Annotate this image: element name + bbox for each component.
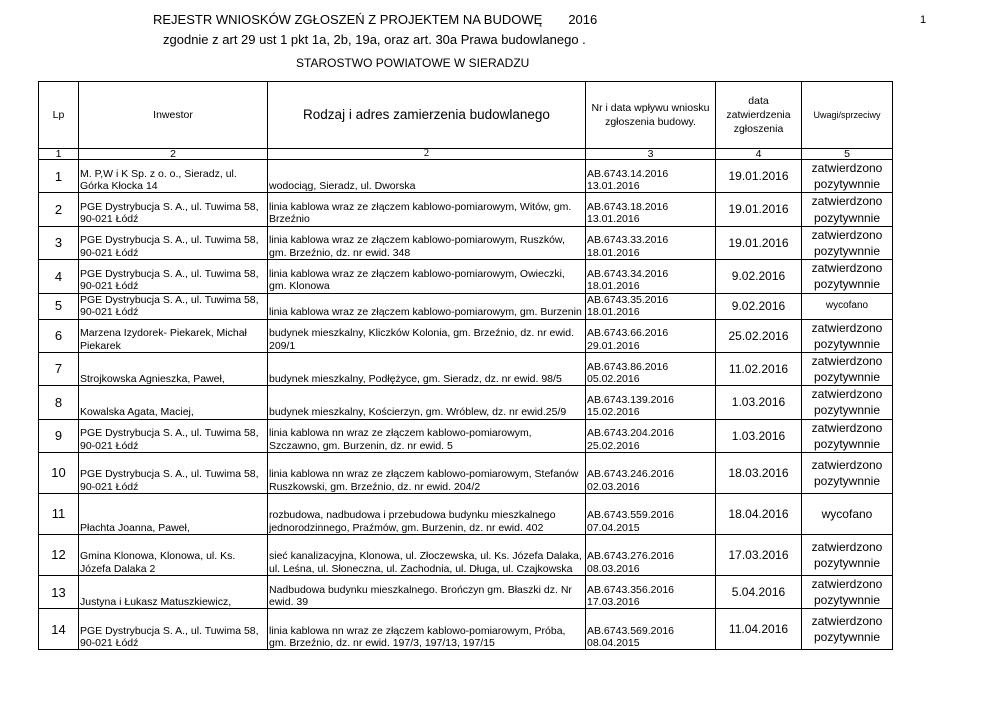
- row-lp: 13: [39, 576, 79, 609]
- row-description: budynek mieszkalny, Kościerzyn, gm. Wróblew, dz. nr ewid.25/9: [268, 386, 586, 419]
- row-approval-date: 18.04.2016: [716, 494, 802, 535]
- row-number: AB.6743.34.2016: [587, 267, 669, 280]
- row-remarks: wycofano: [802, 293, 893, 319]
- row-number-date: [586, 453, 716, 494]
- row-lp: 3: [39, 226, 79, 259]
- row-received-date: 17.03.2016: [587, 596, 640, 608]
- row-number-date: [586, 293, 716, 319]
- row-remarks: zatwierdzono pozytywnnie: [802, 352, 893, 385]
- row-remarks: zatwierdzono pozytywnnie: [802, 535, 893, 576]
- table-row: [39, 193, 893, 226]
- row-approval-date: 17.03.2016: [716, 535, 802, 576]
- table-row: [39, 609, 893, 650]
- row-number: AB.6743.204.2016: [587, 427, 674, 440]
- row-description: sieć kanalizacyjna, Klonowa, ul. Złoczewska, ul. Ks. Józefa Dalaka, ul. Leśna, ul. Słoneczna, ul. Zachodnia, ul. Długa, ul. Czajkowska: [268, 535, 586, 576]
- column-number: 5: [802, 149, 893, 160]
- row-description: linia kablowa nn wraz ze złączem kablowo-pomiarowym, Stefanów Ruszkowski, gm. Brzeźnio, dz. nr ewid. 204/2: [268, 453, 586, 494]
- table-row: [39, 319, 893, 352]
- col-header-lp: Lp: [39, 82, 79, 149]
- row-description: linia kablowa wraz ze złączem kablowo-pomiarowym, gm. Burzenin: [268, 293, 586, 319]
- row-remarks: zatwierdzono pozytywnnie: [802, 160, 893, 193]
- row-number-date: [586, 609, 716, 650]
- row-received-date: 15.02.2016: [587, 406, 640, 419]
- row-description: linia kablowa nn wraz ze złączem kablowo-pomiarowym, Próba, gm. Brzeźnio, dz. nr ewid. 197/3, 197/13, 197/15: [268, 609, 586, 650]
- row-approval-date: 11.02.2016: [716, 352, 802, 385]
- row-received-date: 29.01.2016: [587, 339, 640, 352]
- column-number: 3: [586, 149, 716, 160]
- row-lp: 11: [39, 494, 79, 535]
- row-number: AB.6743.246.2016: [587, 468, 674, 481]
- table-row: [39, 352, 893, 385]
- column-number: 2: [79, 149, 268, 160]
- row-investor: PGE Dystrybucja S. A., ul. Tuwima 58, 90-021 Łódź: [79, 293, 268, 319]
- row-lp: 10: [39, 453, 79, 494]
- row-remarks: wycofano: [802, 494, 893, 535]
- col-header-approval-date: data zatwierdzenia zgłoszenia: [716, 82, 802, 149]
- row-number: AB.6743.276.2016: [587, 550, 674, 563]
- row-remarks: zatwierdzono pozytywnnie: [802, 226, 893, 259]
- office-name: STAROSTWO POWIATOWE W SIERADZU: [296, 56, 530, 70]
- register-table: [38, 81, 893, 650]
- row-number-date: [586, 160, 716, 193]
- row-investor: PGE Dystrybucja S. A., ul. Tuwima 58, 90-021 Łódź: [79, 193, 268, 226]
- table-row: [39, 260, 893, 293]
- row-number: AB.6743.356.2016: [587, 583, 674, 596]
- table-row: [39, 293, 893, 319]
- row-number-date: [586, 260, 716, 293]
- row-lp: 14: [39, 609, 79, 650]
- table-row: [39, 160, 893, 193]
- row-approval-date: 9.02.2016: [716, 293, 802, 319]
- row-remarks: zatwierdzono pozytywnnie: [802, 386, 893, 419]
- row-number-date: [586, 386, 716, 419]
- row-description: budynek mieszkalny, Podłężyce, gm. Sieradz, dz. nr ewid. 98/5: [268, 352, 586, 385]
- row-approval-date: 1.03.2016: [716, 386, 802, 419]
- row-approval-date: 9.02.2016: [716, 260, 802, 293]
- row-investor: Strojkowska Agnieszka, Paweł,: [79, 352, 268, 385]
- row-description: linia kablowa wraz ze złączem kablowo-pomiarowym, Owieczki, gm. Klonowa: [268, 260, 586, 293]
- row-lp: 12: [39, 535, 79, 576]
- column-number-row: [39, 149, 893, 160]
- row-received-date: 07.04.2015: [587, 521, 640, 534]
- row-number-date: [586, 226, 716, 259]
- row-number: AB.6743.559.2016: [587, 509, 674, 522]
- table-row: [39, 386, 893, 419]
- title-year: 2016: [568, 12, 598, 27]
- row-remarks: zatwierdzono pozytywnnie: [802, 453, 893, 494]
- row-lp: 2: [39, 193, 79, 226]
- row-received-date: 05.02.2016: [587, 372, 640, 385]
- row-number: AB.6743.569.2016: [587, 624, 674, 637]
- row-remarks: zatwierdzono pozytywnnie: [802, 576, 893, 609]
- row-description: linia kablowa nn wraz ze złączem kablowo-pomiarowym, Szczawno, gm. Burzenin, dz. nr ewid. 5: [268, 419, 586, 452]
- row-remarks: zatwierdzono pozytywnnie: [802, 193, 893, 226]
- row-investor: PGE Dystrybucja S. A., ul. Tuwima 58, 90-021 Łódź: [79, 419, 268, 452]
- row-approval-date: 18.03.2016: [716, 453, 802, 494]
- row-approval-date: 1.03.2016: [716, 419, 802, 452]
- row-approval-date: 11.04.2016: [716, 609, 802, 650]
- row-lp: 9: [39, 419, 79, 452]
- column-number: 2: [268, 149, 586, 160]
- row-investor: Marzena Izydorek- Piekarek, Michał Piekarek: [79, 319, 268, 352]
- row-lp: 7: [39, 352, 79, 385]
- row-remarks: zatwierdzono pozytywnnie: [802, 319, 893, 352]
- row-received-date: 02.03.2016: [587, 480, 640, 493]
- row-investor: Płachta Joanna, Paweł,: [79, 494, 268, 535]
- row-approval-date: 5.04.2016: [716, 576, 802, 609]
- row-description: wodociąg, Sieradz, ul. Dworska: [268, 160, 586, 193]
- row-number-date: [586, 352, 716, 385]
- row-number: AB.6743.18.2016: [587, 201, 669, 213]
- row-investor: Kowalska Agata, Maciej,: [79, 386, 268, 419]
- row-number: AB.6743.33.2016: [587, 234, 669, 247]
- row-lp: 4: [39, 260, 79, 293]
- row-investor: M. P,W i K Sp. z o. o., Sieradz, ul. Górka Kłocka 14: [79, 160, 268, 193]
- row-lp: 1: [39, 160, 79, 193]
- row-remarks: zatwierdzono pozytywnnie: [802, 260, 893, 293]
- row-number: AB.6743.139.2016: [587, 393, 674, 406]
- row-remarks: zatwierdzono pozytywnnie: [802, 419, 893, 452]
- table-row: [39, 453, 893, 494]
- row-description: Nadbudowa budynku mieszkalnego. Brończyn gm. Błaszki dz. Nr ewid. 39: [268, 576, 586, 609]
- row-remarks: zatwierdzono pozytywnnie: [802, 609, 893, 650]
- table-row: [39, 226, 893, 259]
- row-number: AB.6743.35.2016: [587, 293, 669, 306]
- col-header-remarks: Uwagi/sprzeciwy: [802, 82, 893, 149]
- table-row: [39, 535, 893, 576]
- row-received-date: 13.01.2016: [587, 213, 640, 226]
- row-number-date: [586, 419, 716, 452]
- row-lp: 8: [39, 386, 79, 419]
- table-row: [39, 494, 893, 535]
- col-header-description: Rodzaj i adres zamierzenia budowlanego: [268, 82, 586, 149]
- row-lp: 5: [39, 293, 79, 319]
- row-approval-date: 19.01.2016: [716, 193, 802, 226]
- document-title: [153, 12, 597, 27]
- row-investor: PGE Dystrybucja S. A., ul. Tuwima 58, 90-021 Łódź: [79, 453, 268, 494]
- row-received-date: 08.03.2016: [587, 562, 640, 575]
- row-approval-date: 19.01.2016: [716, 160, 802, 193]
- row-number-date: [586, 319, 716, 352]
- title-text: REJESTR WNIOSKÓW ZGŁOSZEŃ Z PROJEKTEM NA BUDOWĘ: [153, 12, 543, 27]
- row-description: linia kablowa wraz ze złączem kablowo-pomiarowym, Ruszków, gm. Brzeźnio, dz. nr ewid. 348: [268, 226, 586, 259]
- row-investor: Justyna i Łukasz Matuszkiewicz,: [79, 576, 268, 609]
- column-number: 4: [716, 149, 802, 160]
- row-number: AB.6743.86.2016: [587, 360, 669, 373]
- row-received-date: 18.01.2016: [587, 246, 640, 259]
- page-number: 1: [920, 14, 927, 26]
- row-received-date: 25.02.2016: [587, 439, 640, 452]
- row-number-date: [586, 576, 716, 609]
- row-approval-date: 25.02.2016: [716, 319, 802, 352]
- row-investor: Gmina Klonowa, Klonowa, ul. Ks. Józefa Dalaka 2: [79, 535, 268, 576]
- row-number-date: [586, 193, 716, 226]
- row-received-date: 18.01.2016: [587, 306, 640, 319]
- document-subtitle: zgodnie z art 29 ust 1 pkt 1a, 2b, 19a, oraz art. 30a Prawa budowlanego .: [163, 32, 586, 47]
- row-number-date: [586, 494, 716, 535]
- col-header-investor: Inwestor: [79, 82, 268, 149]
- row-investor: PGE Dystrybucja S. A., ul. Tuwima 58, 90-021 Łódź: [79, 260, 268, 293]
- row-number: AB.6743.66.2016: [587, 327, 669, 340]
- row-received-date: 18.01.2016: [587, 280, 640, 293]
- row-approval-date: 19.01.2016: [716, 226, 802, 259]
- row-lp: 6: [39, 319, 79, 352]
- row-number: AB.6743.14.2016: [587, 167, 669, 180]
- row-description: rozbudowa, nadbudowa i przebudowa budynku mieszkalnego jednorodzinnego, Praźmów, gm. Burzenin, dz. nr ewid. 402: [268, 494, 586, 535]
- row-received-date: 08.04.2015: [587, 637, 640, 649]
- table-header-row: [39, 82, 893, 149]
- table-row: [39, 576, 893, 609]
- row-description: linia kablowa wraz ze złączem kablowo-pomiarowym, Witów, gm. Brzeźnio: [268, 193, 586, 226]
- table-row: [39, 419, 893, 452]
- row-investor: PGE Dystrybucja S. A., ul. Tuwima 58, 90-021 Łódź: [79, 226, 268, 259]
- column-number: 1: [39, 149, 79, 160]
- row-number-date: [586, 535, 716, 576]
- row-investor: PGE Dystrybucja S. A., ul. Tuwima 58, 90-021 Łódź: [79, 609, 268, 650]
- col-header-number-date: Nr i data wpływu wniosku zgłoszenia budowy.: [586, 82, 716, 149]
- row-received-date: 13.01.2016: [587, 180, 640, 192]
- row-description: budynek mieszkalny, Kliczków Kolonia, gm. Brzeźnio, dz. nr ewid. 209/1: [268, 319, 586, 352]
